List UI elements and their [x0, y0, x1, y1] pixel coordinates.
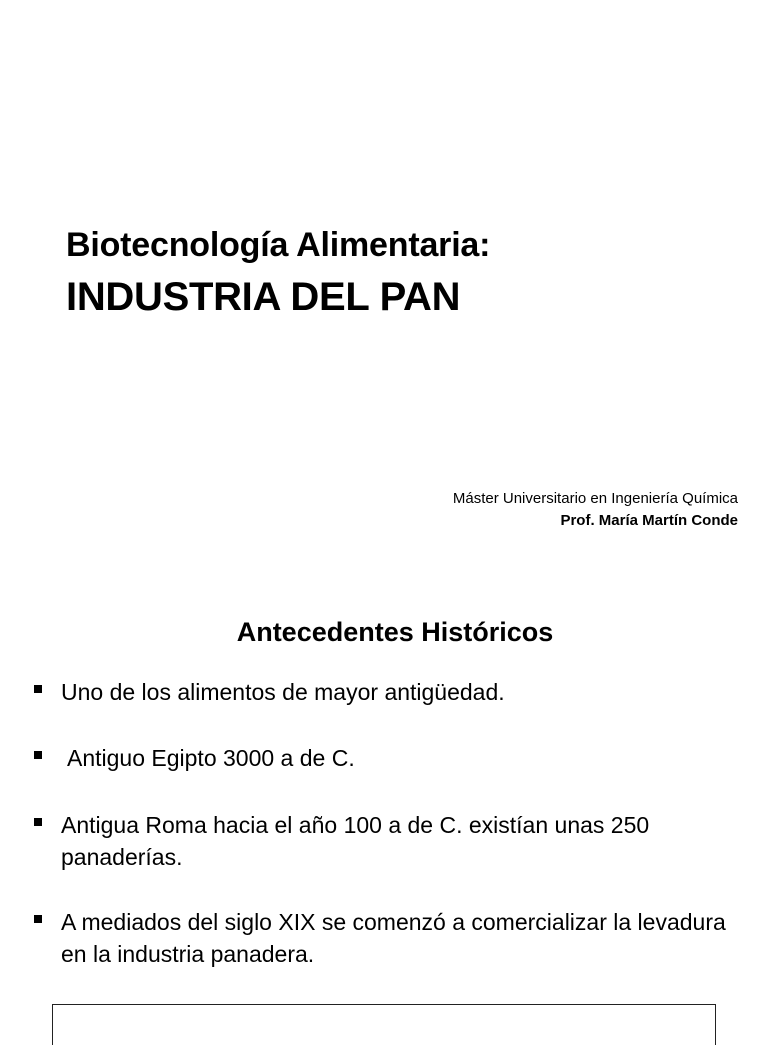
program-name: Máster Universitario en Ingeniería Química	[452, 490, 738, 507]
section-heading: Antecedentes Históricos	[236, 617, 554, 647]
list-item	[34, 809, 734, 873]
list-item	[34, 742, 734, 774]
list-item-text: A mediados del siglo XIX se comenzó a comercializar la levadura en la industria panadera.	[61, 909, 726, 967]
list-item	[34, 906, 734, 970]
square-bullet-icon	[34, 915, 42, 923]
square-bullet-icon	[34, 685, 42, 693]
history-slide	[0, 576, 768, 1024]
list-item-text: Uno de los alimentos de mayor antigüedad.	[61, 679, 505, 705]
credits-block	[453, 488, 738, 532]
square-bullet-icon	[34, 751, 42, 759]
author-name: Prof. María Martín Conde	[560, 512, 738, 529]
list-item	[34, 676, 734, 708]
slide-subtitle: INDUSTRIA DEL PAN	[66, 275, 461, 319]
list-item-text: Antiguo Egipto 3000 a de C.	[67, 745, 355, 771]
content-frame	[52, 1004, 716, 1045]
slide-title: Biotecnología Alimentaria:	[66, 226, 491, 264]
square-bullet-icon	[34, 818, 42, 826]
list-item-text: Antigua Roma hacia el año 100 a de C. existían unas 250 panaderías.	[61, 812, 650, 870]
